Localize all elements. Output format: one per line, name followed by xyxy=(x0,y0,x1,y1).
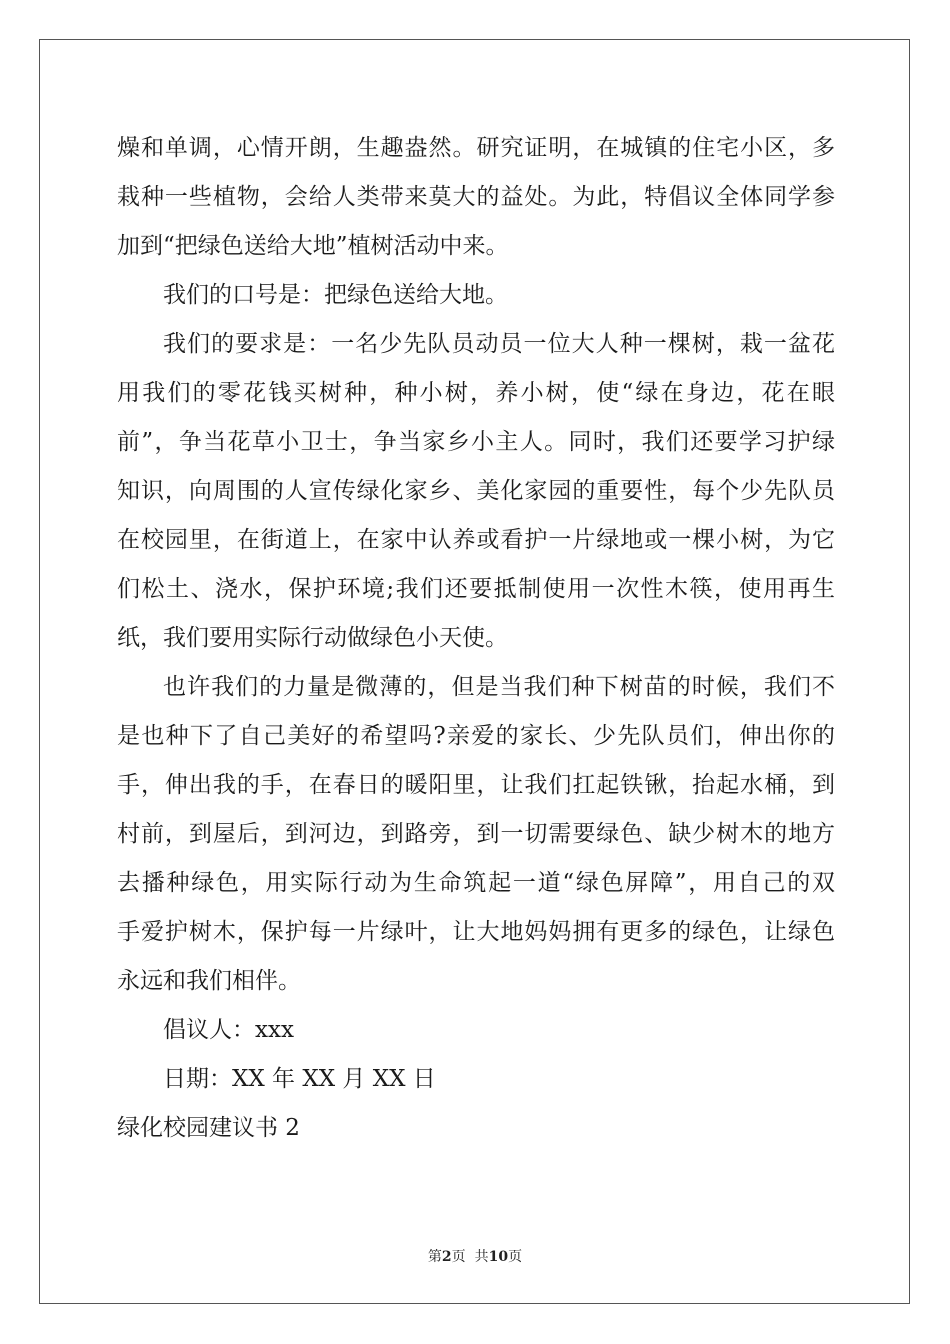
paragraph-line: 手爱护树木，保护每一片绿叶，让大地妈妈拥有更多的绿色，让绿色 xyxy=(117,919,835,945)
paragraph-line: 手，伸出我的手，在春日的暖阳里，让我们扛起铁锹，抬起水桶，到 xyxy=(117,772,835,798)
next-section-title: 绿化校园建议书 2 xyxy=(117,1115,300,1141)
paragraph-line: 们松土、浇水，保护环境;我们还要抵制使用一次性木筷，使用再生 xyxy=(117,576,835,602)
paragraph-line: 也许我们的力量是微薄的，但是当我们种下树苗的时候，我们不 xyxy=(163,674,835,700)
paragraph-line: 在校园里，在街道上，在家中认养或看护一片绿地或一棵小树，为它 xyxy=(117,527,835,553)
page-total-number: 10 xyxy=(488,1249,509,1265)
paragraph-line: 是也种下了自己美好的希望吗?亲爱的家长、少先队员们，伸出你的 xyxy=(117,723,835,749)
paragraph-line: 我们的要求是：一名少先队员动员一位大人种一棵树，栽一盆花 xyxy=(163,331,835,357)
page-current-number: 2 xyxy=(441,1249,452,1265)
paragraph-line: 栽种一些植物，会给人类带来莫大的益处。为此，特倡议全体同学参 xyxy=(117,184,835,210)
paragraph-line: 去播种绿色，用实际行动为生命筑起一道“绿色屏障”，用自己的双 xyxy=(117,870,835,896)
document-body xyxy=(117,124,835,1153)
paragraph-line: 纸，我们要用实际行动做绿色小天使。 xyxy=(117,625,508,651)
slogan-line: 我们的口号是：把绿色送给大地。 xyxy=(163,282,508,308)
page-label-prefix: 第 xyxy=(427,1249,442,1265)
initiator-line: 倡议人：xxx xyxy=(163,1017,294,1043)
paragraph-line: 村前，到屋后，到河边，到路旁，到一切需要绿色、缺少树木的地方 xyxy=(117,821,835,847)
paragraph-line: 永远和我们相伴。 xyxy=(117,968,301,994)
paragraph-line: 加到“把绿色送给大地”植树活动中来。 xyxy=(117,233,509,259)
paragraph-line: 前”，争当花草小卫士，争当家乡小主人。同时，我们还要学习护绿 xyxy=(117,429,835,455)
page-label-suffix: 页 xyxy=(508,1249,523,1265)
page-label-mid: 页 共 xyxy=(451,1249,489,1265)
date-line: 日期：XX 年 XX 月 XX 日 xyxy=(163,1066,436,1092)
paragraph-line: 燥和单调，心情开朗，生趣盎然。研究证明，在城镇的住宅小区，多 xyxy=(117,135,835,161)
paragraph-line: 用我们的零花钱买树种，种小树，养小树，使“绿在身边，花在眼 xyxy=(117,380,835,406)
paragraph-line: 知识，向周围的人宣传绿化家乡、美化家园的重要性，每个少先队员 xyxy=(117,478,835,504)
page-footer xyxy=(0,1246,950,1266)
